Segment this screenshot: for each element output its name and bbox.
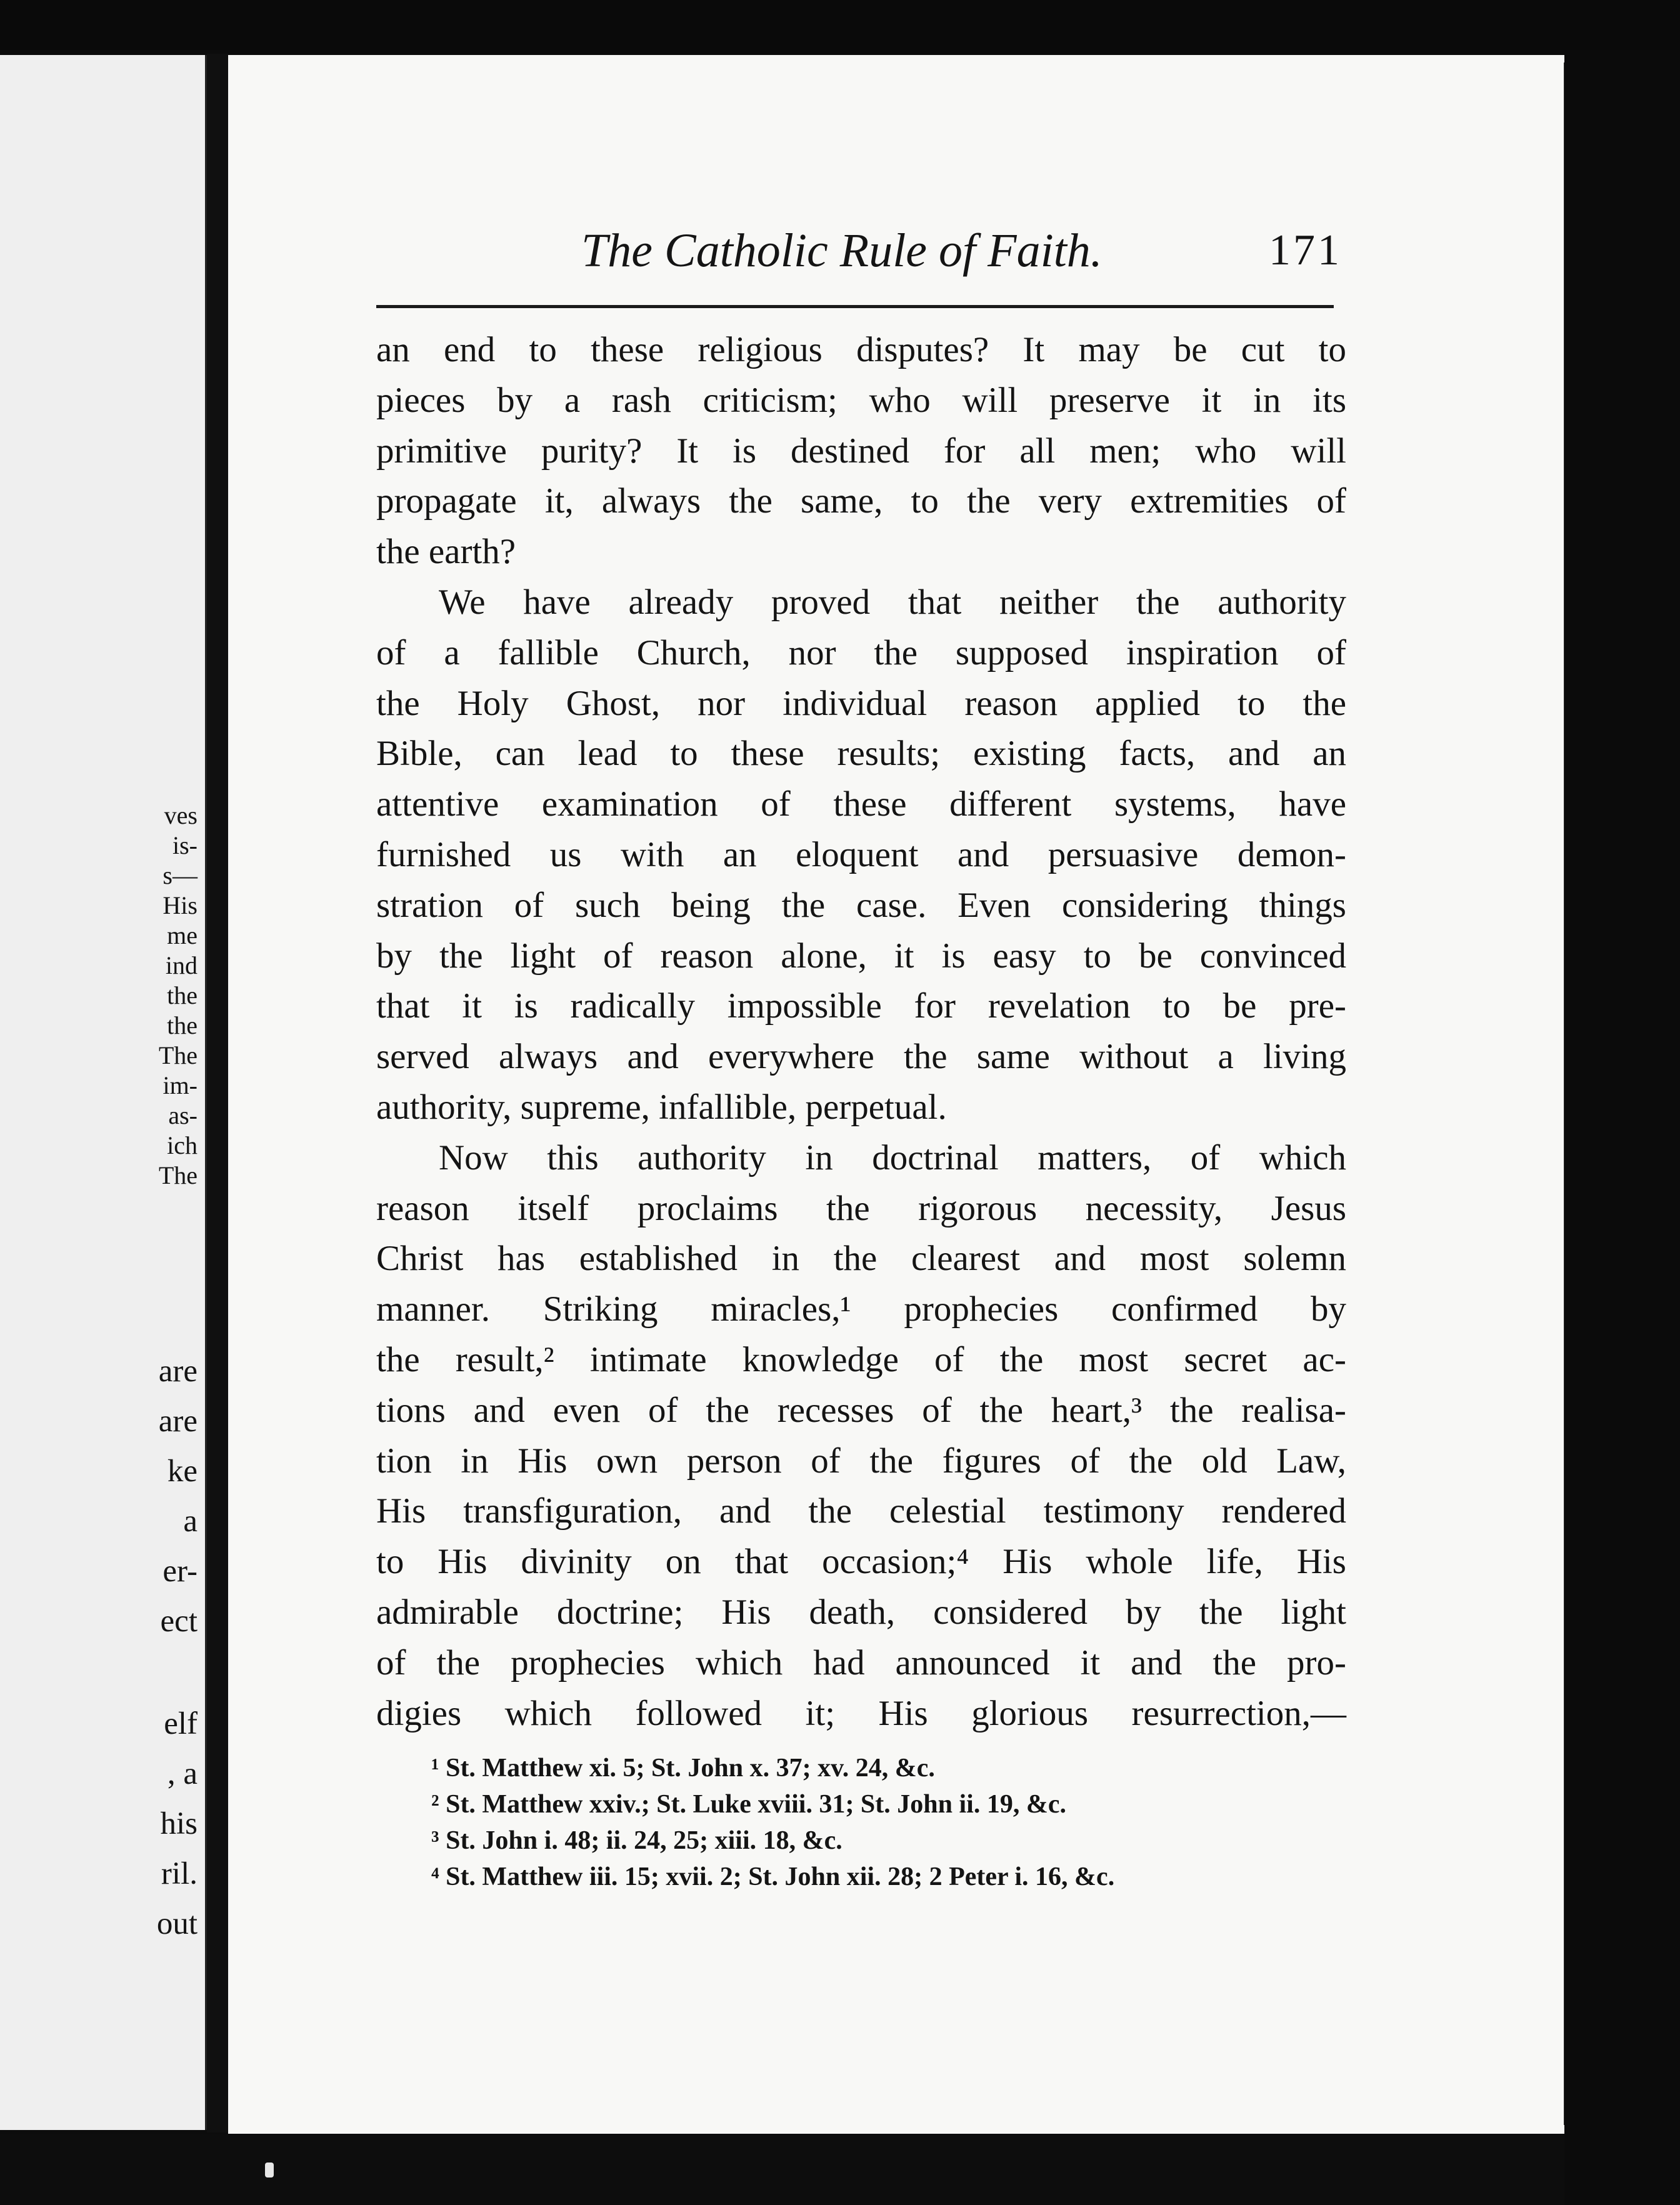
- facing-page-text: as-: [168, 1101, 198, 1129]
- text-line: attentive examination of these different systems, have: [376, 784, 1346, 824]
- text-line: the earth?: [376, 532, 516, 572]
- facing-page-text: ke: [167, 1454, 198, 1489]
- facing-page-text: his: [160, 1806, 198, 1841]
- facing-page-text: s—: [162, 861, 198, 889]
- text-line: pieces by a rash criticism; who will preserve it in its: [376, 380, 1346, 420]
- page-number: 171: [1269, 226, 1342, 274]
- facing-page-text: , a: [167, 1756, 198, 1791]
- footnote: ² St. Matthew xxiv.; St. Luke xviii. 31; St. John ii. 19, &c.: [431, 1790, 1066, 1819]
- text-line: Now this authority in doctrinal matters, of which: [439, 1138, 1346, 1178]
- facing-page-text: The: [158, 1041, 198, 1069]
- facing-page-text: im-: [162, 1071, 198, 1099]
- footnotes: [431, 1750, 1350, 1895]
- text-line: We have already proved that neither the authority: [439, 582, 1346, 622]
- text-line: primitive purity? It is destined for all men; who will: [376, 431, 1346, 471]
- text-line: by the light of reason alone, it is easy to be convinced: [376, 936, 1346, 976]
- footnote: ³ St. John i. 48; ii. 24, 25; xiii. 18, &c.: [431, 1826, 842, 1855]
- text-line: the result,² intimate knowledge of the most secret ac-: [376, 1339, 1346, 1379]
- facing-page-text: ect: [160, 1604, 198, 1639]
- facing-page-text: ril.: [161, 1856, 198, 1891]
- text-line: to His divinity on that occasion;⁴ His whole life, His: [376, 1542, 1346, 1582]
- text-line: digies which followed it; His glorious resurrection,—: [376, 1693, 1346, 1733]
- facing-page-text: His: [162, 891, 198, 919]
- running-title: The Catholic Rule of Faith.: [581, 224, 1102, 277]
- text-line: that it is radically impossible for revelation to be pre-: [376, 986, 1346, 1026]
- facing-page-text: me: [167, 921, 198, 949]
- scan-smudge: [265, 2162, 274, 2178]
- text-line: of the prophecies which had announced it and the pro-: [376, 1642, 1346, 1682]
- text-line: His transfiguration, and the celestial testimony rendered: [376, 1491, 1346, 1531]
- facing-page-text: are: [158, 1404, 198, 1439]
- book-gutter: [207, 54, 228, 2132]
- text-line: Christ has established in the clearest and most solemn: [376, 1239, 1346, 1279]
- header-rule: [376, 305, 1334, 308]
- facing-page-text: ich: [167, 1131, 198, 1159]
- facing-page-fragment: [0, 55, 207, 2130]
- text-line: an end to these religious disputes? It may be cut to: [376, 330, 1346, 369]
- text-line: propagate it, always the same, to the very extremities of: [376, 481, 1346, 521]
- text-line: reason itself proclaims the rigorous necessity, Jesus: [376, 1188, 1346, 1228]
- facing-page-text: ind: [165, 951, 198, 979]
- facing-page-text: a: [183, 1504, 198, 1539]
- footnote: ¹ St. Matthew xi. 5; St. John x. 37; xv. 24, &c.: [431, 1754, 935, 1782]
- footnote: ⁴ St. Matthew iii. 15; xvii. 2; St. John xii. 28; 2 Peter i. 16, &c.: [431, 1862, 1115, 1891]
- facing-page-text: are: [158, 1354, 198, 1389]
- scan-border-bottom: [0, 2134, 1564, 2205]
- facing-page-text: er-: [162, 1554, 198, 1589]
- text-line: furnished us with an eloquent and persuasive demon-: [376, 834, 1346, 874]
- text-line: stration of such being the case. Even considering things: [376, 885, 1346, 925]
- text-line: tions and even of the recesses of the heart,³ the realisa-: [376, 1390, 1346, 1430]
- text-line: admirable doctrine; His death, considered by the light: [376, 1592, 1346, 1632]
- text-line: authority, supreme, infallible, perpetual.: [376, 1087, 947, 1127]
- facing-page-text: elf: [164, 1706, 198, 1741]
- facing-page-text: ves: [164, 801, 198, 829]
- text-line: Bible, can lead to these results; existing facts, and an: [376, 734, 1346, 774]
- facing-page-text: is-: [172, 831, 198, 859]
- facing-page-text: the: [167, 1011, 198, 1039]
- facing-page-text: the: [167, 981, 198, 1009]
- text-line: the Holy Ghost, nor individual reason applied to the: [376, 683, 1346, 723]
- text-line: tion in His own person of the figures of the old Law,: [376, 1441, 1346, 1481]
- text-line: of a fallible Church, nor the supposed inspiration of: [376, 632, 1346, 672]
- facing-page-text: The: [158, 1161, 198, 1189]
- facing-page-text: out: [156, 1906, 198, 1941]
- scan-border-top: [0, 0, 1680, 50]
- text-line: served always and everywhere the same without a living: [376, 1037, 1346, 1077]
- scan-border-right: [1564, 50, 1680, 2205]
- text-line: manner. Striking miracles,¹ prophecies confirmed by: [376, 1289, 1346, 1329]
- body-text: [376, 325, 1346, 1739]
